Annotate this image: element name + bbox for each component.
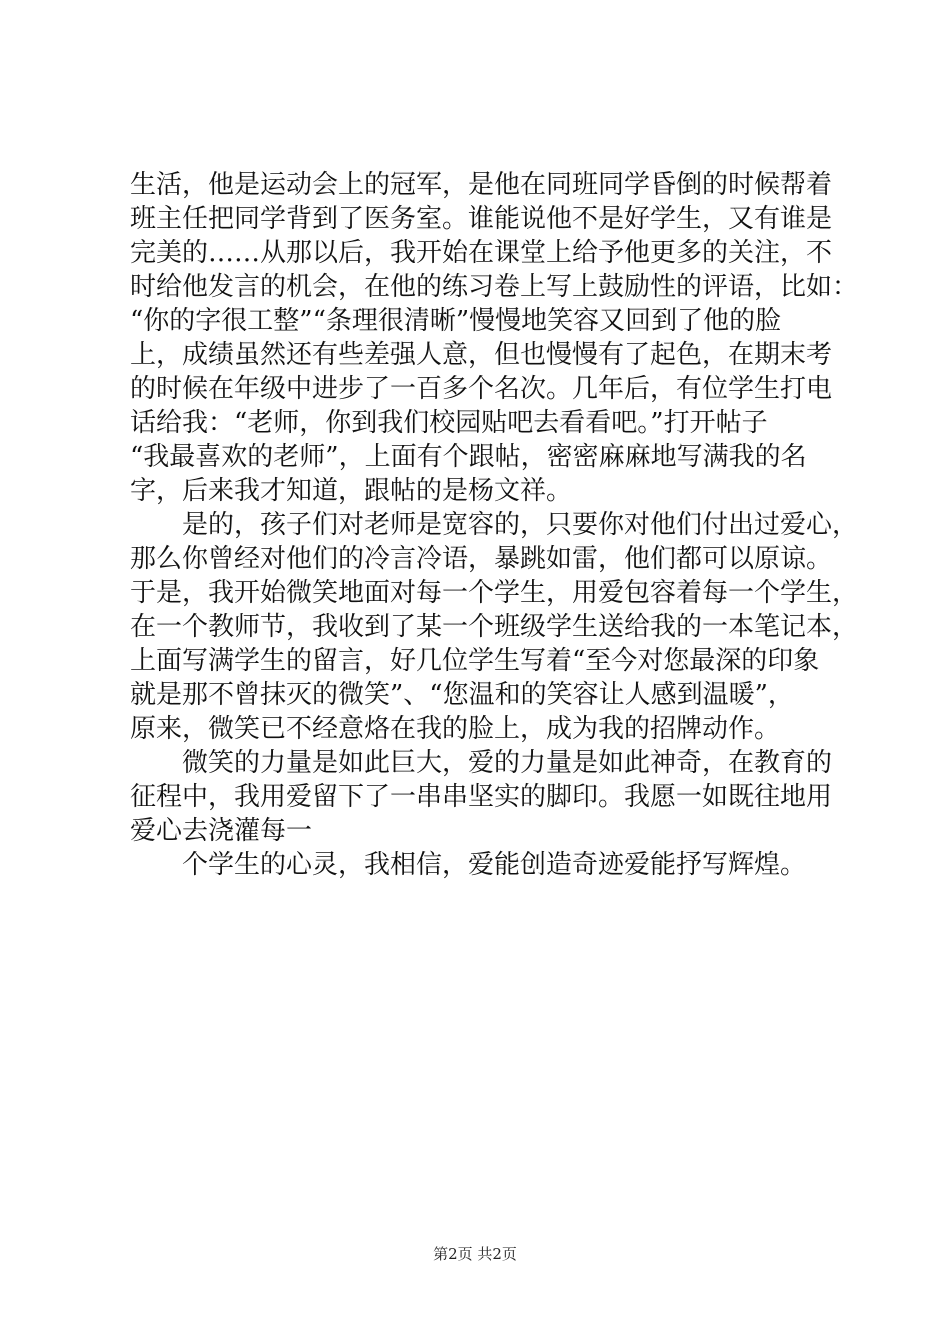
text-line: 生活，他是运动会上的冠军，是他在同班同学昏倒的时候帮着 [130, 170, 833, 200]
text-line: 爱心去浇灌每一 [130, 816, 313, 846]
body-text [130, 168, 859, 882]
text-line: 于是，我开始微笑地面对每一个学生，用爱包容着每一个学生， [130, 578, 859, 608]
text-line: 原来，微笑已不经意烙在我的脸上，成为我的招牌动作。 [130, 714, 781, 744]
text-line: 上面写满学生的留言，好几位学生写着“至今对您最深的印象 [130, 646, 820, 676]
text-line: 话给我：“老师，你到我们校园贴吧去看看吧。”打开帖子 [130, 408, 768, 438]
text-line: 个学生的心灵，我相信，爱能创造奇迹爱能抒写辉煌。 [130, 850, 807, 880]
text-line: 微笑的力量是如此巨大，爱的力量是如此神奇，在教育的 [130, 748, 833, 778]
text-line: 那么你曾经对他们的冷言冷语，暴跳如雷，他们都可以原谅。 [130, 544, 833, 574]
text-line: 是的，孩子们对老师是宽容的，只要你对他们付出过爱心， [130, 510, 859, 540]
text-line: 就是那不曾抹灭的微笑”、“您温和的笑容让人感到温暖”， [130, 680, 794, 710]
text-line: 字，后来我才知道，跟帖的是杨文祥。 [130, 476, 573, 506]
text-line: 完美的……从那以后，我开始在课堂上给予他更多的关注，不 [130, 238, 833, 268]
page-number-footer: 第2页 共2页 [433, 1245, 517, 1263]
text-line: 时给他发言的机会，在他的练习卷上写上鼓励性的评语，比如： [130, 272, 859, 302]
text-line: 上，成绩虽然还有些差强人意，但也慢慢有了起色，在期末考 [130, 340, 833, 370]
text-line: “你的字很工整”“条理很清晰”慢慢地笑容又回到了他的脸 [130, 306, 782, 336]
text-line: 的时候在年级中进步了一百多个名次。几年后，有位学生打电 [130, 374, 833, 404]
text-line: 班主任把同学背到了医务室。谁能说他不是好学生，又有谁是 [130, 204, 833, 234]
text-line: 在一个教师节，我收到了某一个班级学生送给我的一本笔记本， [130, 612, 859, 642]
text-line: “我最喜欢的老师”，上面有个跟帖，密密麻麻地写满我的名 [130, 442, 807, 472]
text-line: 征程中，我用爱留下了一串串坚实的脚印。我愿一如既往地用 [130, 782, 833, 812]
